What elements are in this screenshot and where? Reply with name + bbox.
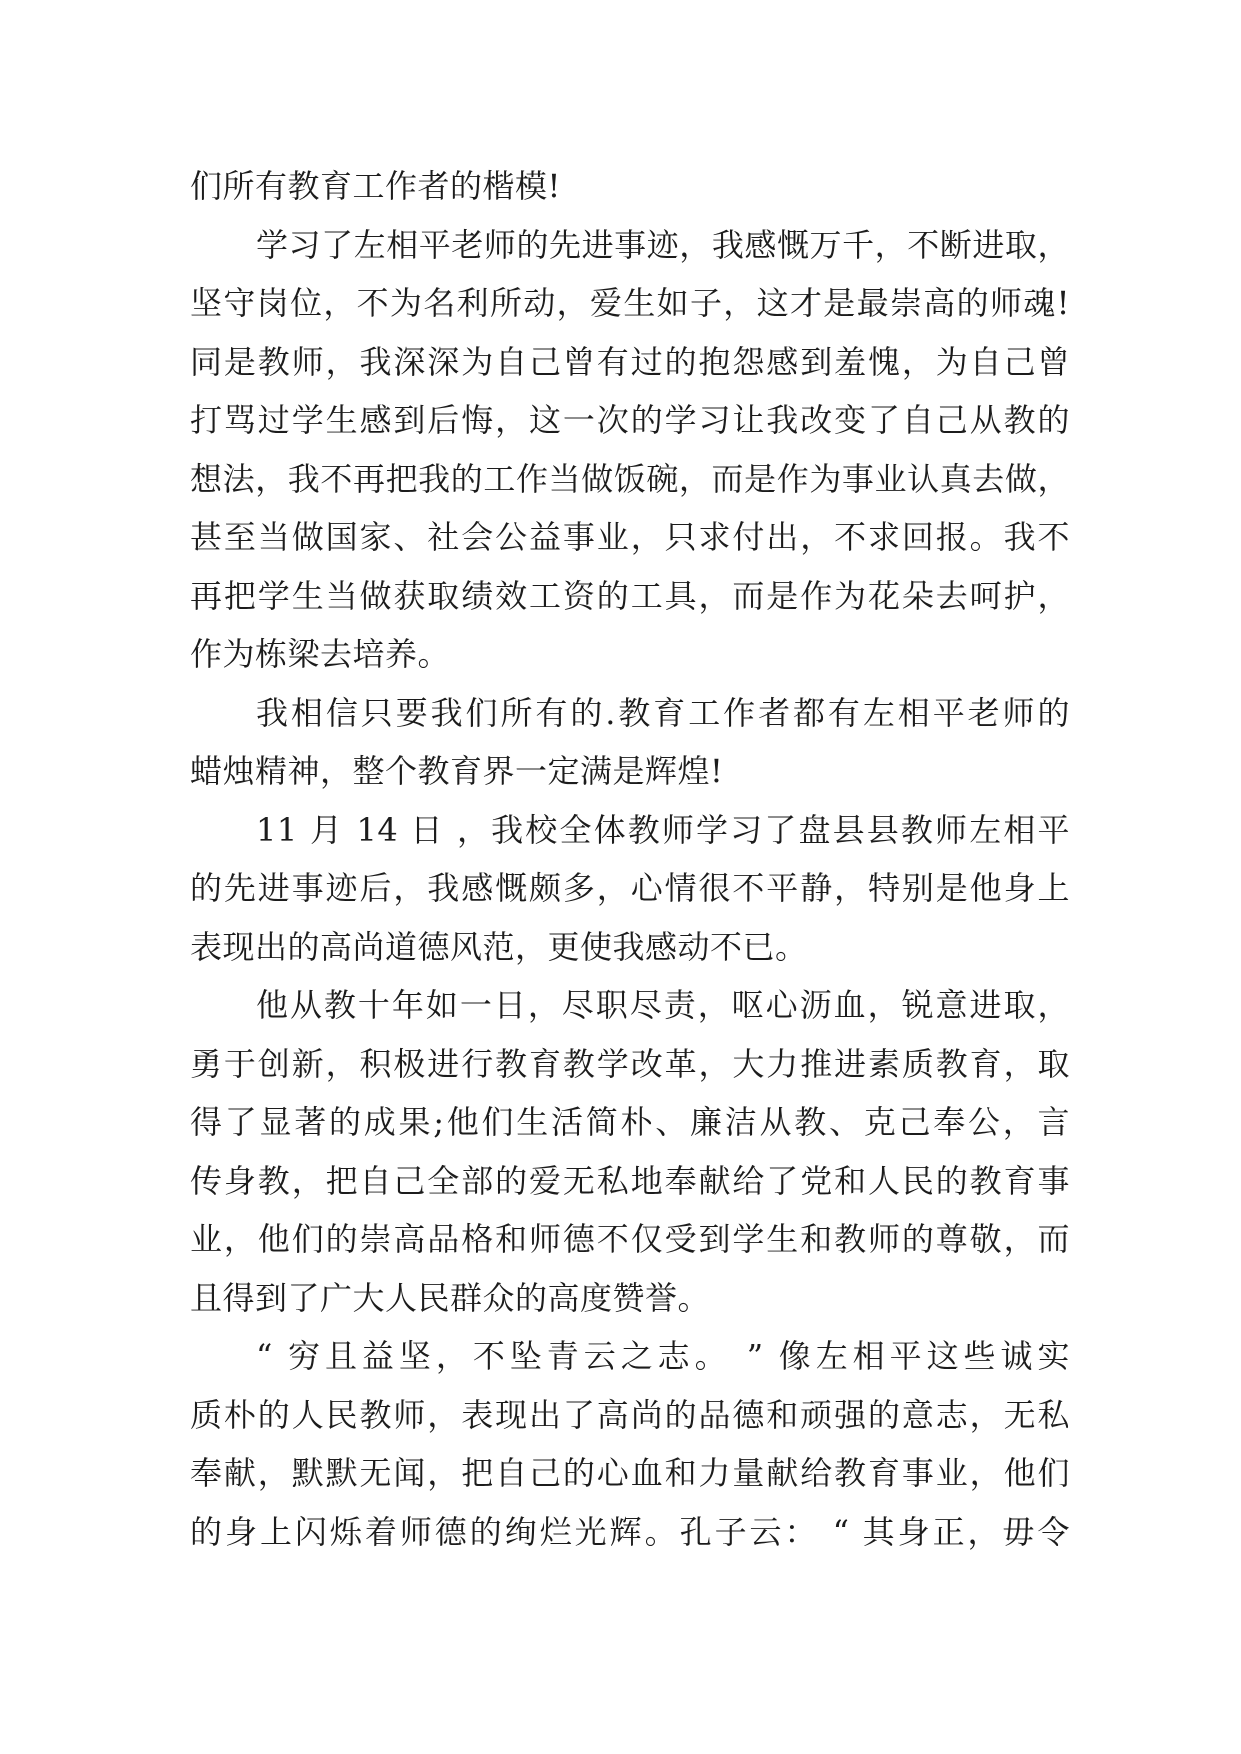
text-line: 同是教师，我深深为自己曾有过的抱怨感到羞愧，为自己曾 [190,342,1070,381]
text-line: “ 穷且益坚，不坠青云之志。 ” 像左相平这些诚实 [256,1337,1070,1375]
text-line: 的先进事迹后，我感慨颇多，心情很不平静，特别是他身上 [190,869,1070,907]
text-line: 奉献，默默无闻，把自己的心血和力量献给教育事业，他们 [190,1454,1070,1492]
text-line: 再把学生当做获取绩效工资的工具，而是作为花朵去呵护， [190,576,1070,615]
text-line: 他从教十年如一日，尽职尽责，呕心沥血，锐意进取， [256,986,1070,1024]
text-line: 得了显著的成果;他们生活简朴、廉洁从教、克己奉公，言 [190,1103,1070,1141]
text-line: 想法，我不再把我的工作当做饭碗，而是作为事业认真去做， [190,459,1070,498]
text-line: 勇于创新，积极进行教育教学改革，大力推进素质教育，取 [190,1044,1070,1083]
text-line: 11 月 14 日 ，我校全体教师学习了盘县县教师左相平 [256,810,1070,849]
text-line: 表现出的高尚道德风范，更使我感动不已。 [190,927,808,966]
body-text [190,157,1070,1561]
text-line: 我相信只要我们所有的.教育工作者都有左相平老师的 [256,693,1070,732]
text-line: 传身教，把自己全部的爱无私地奉献给了党和人民的教育事 [190,1161,1070,1200]
text-line: 质朴的人民教师，表现出了高尚的品德和顽强的意志，无私 [190,1395,1070,1434]
text-line: 打骂过学生感到后悔，这一次的学习让我改变了自己从教的 [190,401,1070,439]
text-line: 们所有教育工作者的楷模! [190,167,561,205]
text-line: 学习了左相平老师的先进事迹，我感慨万千，不断进取， [256,225,1070,264]
text-line: 且得到了广大人民群众的高度赞誉。 [190,1278,711,1317]
text-line: 坚守岗位，不为名利所动，爱生如子，这才是最崇高的师魂! [190,284,1070,322]
text-line: 的身上闪烁着师德的绚烂光辉。孔子云： “ 其身正，毋令 [190,1512,1070,1551]
text-line: 甚至当做国家、社会公益事业，只求付出，不求回报。我不 [190,518,1070,556]
text-line: 蜡烛精神，整个教育界一定满是辉煌! [190,752,724,790]
text-line: 业，他们的崇高品格和师德不仅受到学生和教师的尊敬，而 [190,1220,1070,1258]
text-line: 作为栋梁去培养。 [190,635,451,673]
